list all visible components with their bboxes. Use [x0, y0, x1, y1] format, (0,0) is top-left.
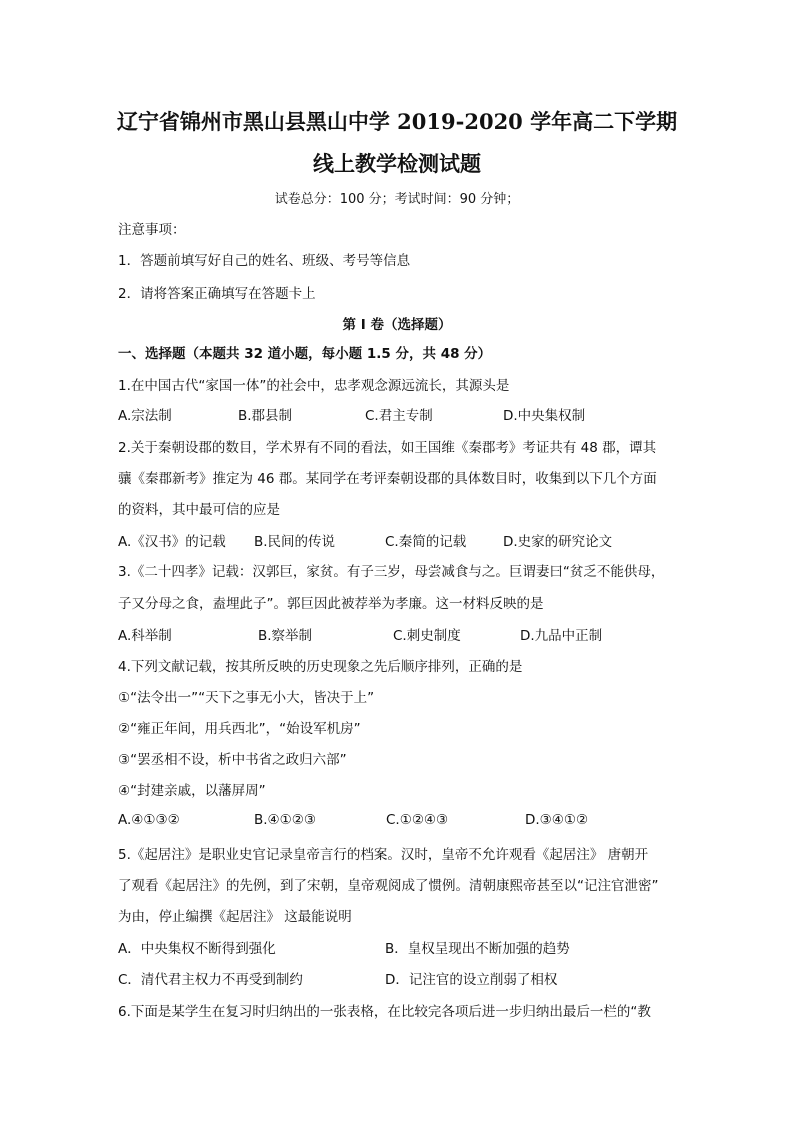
question-2-stem: 骧《秦郡新考》推定为 46 郡。某同学在考评秦朝设郡的具体数目时，收集到以下几个方面	[118, 471, 657, 487]
option-c: C.秦简的记载	[385, 534, 467, 550]
option-d: D.③④①②	[525, 812, 589, 828]
question-5-options-row-1	[0, 937, 794, 957]
question-3-stem: 子又分母之食，盍埋此子”。郭巨因此被荐举为孝廉。这一材料反映的是	[118, 596, 544, 612]
question-4-item: ②“雍正年间，用兵西北”，“始设军机房”	[118, 721, 361, 737]
question-6-stem: 6.下面是某学生在复习时归纳出的一张表格，在比较完各项后进一步归纳出最后一栏的“教	[118, 1004, 651, 1020]
document-title-line-1: 辽宁省锦州市黑山县黑山中学 2019-2020 学年高二下学期	[116, 109, 678, 134]
part1-heading: 一、选择题（本题共 32 道小题，每小题 1.5 分，共 48 分）	[118, 346, 492, 362]
option-a: A.宗法制	[118, 408, 172, 424]
question-2-stem: 2.关于秦朝设郡的数目，学术界有不同的看法，如王国维《秦郡考》考证共有 48 郡，谭其	[118, 440, 657, 456]
question-4-stem: 4.下列文献记载，按其所反映的历史现象之先后顺序排列，正确的是	[118, 659, 523, 675]
option-d: D.史家的研究论文	[503, 534, 613, 550]
question-5-stem: 为由，停止编撰《起居注》 这最能说明	[118, 909, 352, 925]
question-1-stem: 1.在中国古代“家国一体”的社会中，忠孝观念源远流长，其源头是	[118, 378, 510, 394]
option-a: A．中央集权不断得到强化	[118, 941, 276, 957]
question-2-options	[0, 530, 794, 550]
option-a: A.科举制	[118, 628, 172, 644]
option-a: A.《汉书》的记载	[118, 534, 226, 550]
question-5-options-row-2	[0, 968, 794, 988]
option-b: B.察举制	[258, 628, 313, 644]
option-d: D.九品中正制	[520, 628, 603, 644]
question-5-stem: 了观看《起居注》的先例，到了宋朝，皇帝观阅成了惯例。清朝康熙帝甚至以“记注官泄密”	[118, 878, 659, 894]
option-c: C.刺史制度	[393, 628, 461, 644]
question-4-item: ③“罢丞相不设，析中书省之政归六部”	[118, 752, 347, 768]
question-3-options	[0, 624, 794, 644]
question-4-item: ①“法令出一”“天下之事无小大，皆决于上”	[118, 690, 375, 706]
question-5-stem: 5.《起居注》是职业史官记录皇帝言行的档案。汉时，皇帝不允许观看《起居注》 唐朝开	[118, 847, 649, 863]
option-c: C．清代君主权力不再受到制约	[118, 972, 303, 988]
option-b: B.郡县制	[238, 408, 293, 424]
section-title: 第 I 卷（选择题）	[342, 317, 452, 333]
question-2-stem: 的资料，其中最可信的应是	[118, 502, 280, 518]
option-b: B.民间的传说	[254, 534, 336, 550]
exam-info: 试卷总分：100 分；考试时间：90 分钟；	[274, 192, 520, 207]
option-c: C.君主专制	[365, 408, 433, 424]
question-1-options	[0, 404, 794, 424]
option-d: D.中央集权制	[503, 408, 586, 424]
question-3-stem: 3.《二十四孝》记载：汉郭巨，家贫。有子三岁，母尝减食与之。巨谓妻曰“贫乏不能供母，	[118, 564, 665, 580]
notes-heading: 注意事项：	[118, 222, 186, 238]
option-c: C.①②④③	[386, 812, 449, 828]
question-4-options	[0, 812, 794, 832]
option-d: D．记注官的设立削弱了相权	[385, 972, 558, 988]
question-4-item: ④“封建亲戚，以藩屏周”	[118, 783, 266, 799]
option-a: A.④①③②	[118, 812, 180, 828]
note-item: 1．答题前填写好自己的姓名、班级、考号等信息	[118, 253, 411, 269]
option-b: B.④①②③	[254, 812, 316, 828]
document-title-line-2: 线上教学检测试题	[313, 151, 481, 176]
option-b: B．皇权呈现出不断加强的趋势	[385, 941, 570, 957]
note-item: 2．请将答案正确填写在答题卡上	[118, 286, 316, 302]
